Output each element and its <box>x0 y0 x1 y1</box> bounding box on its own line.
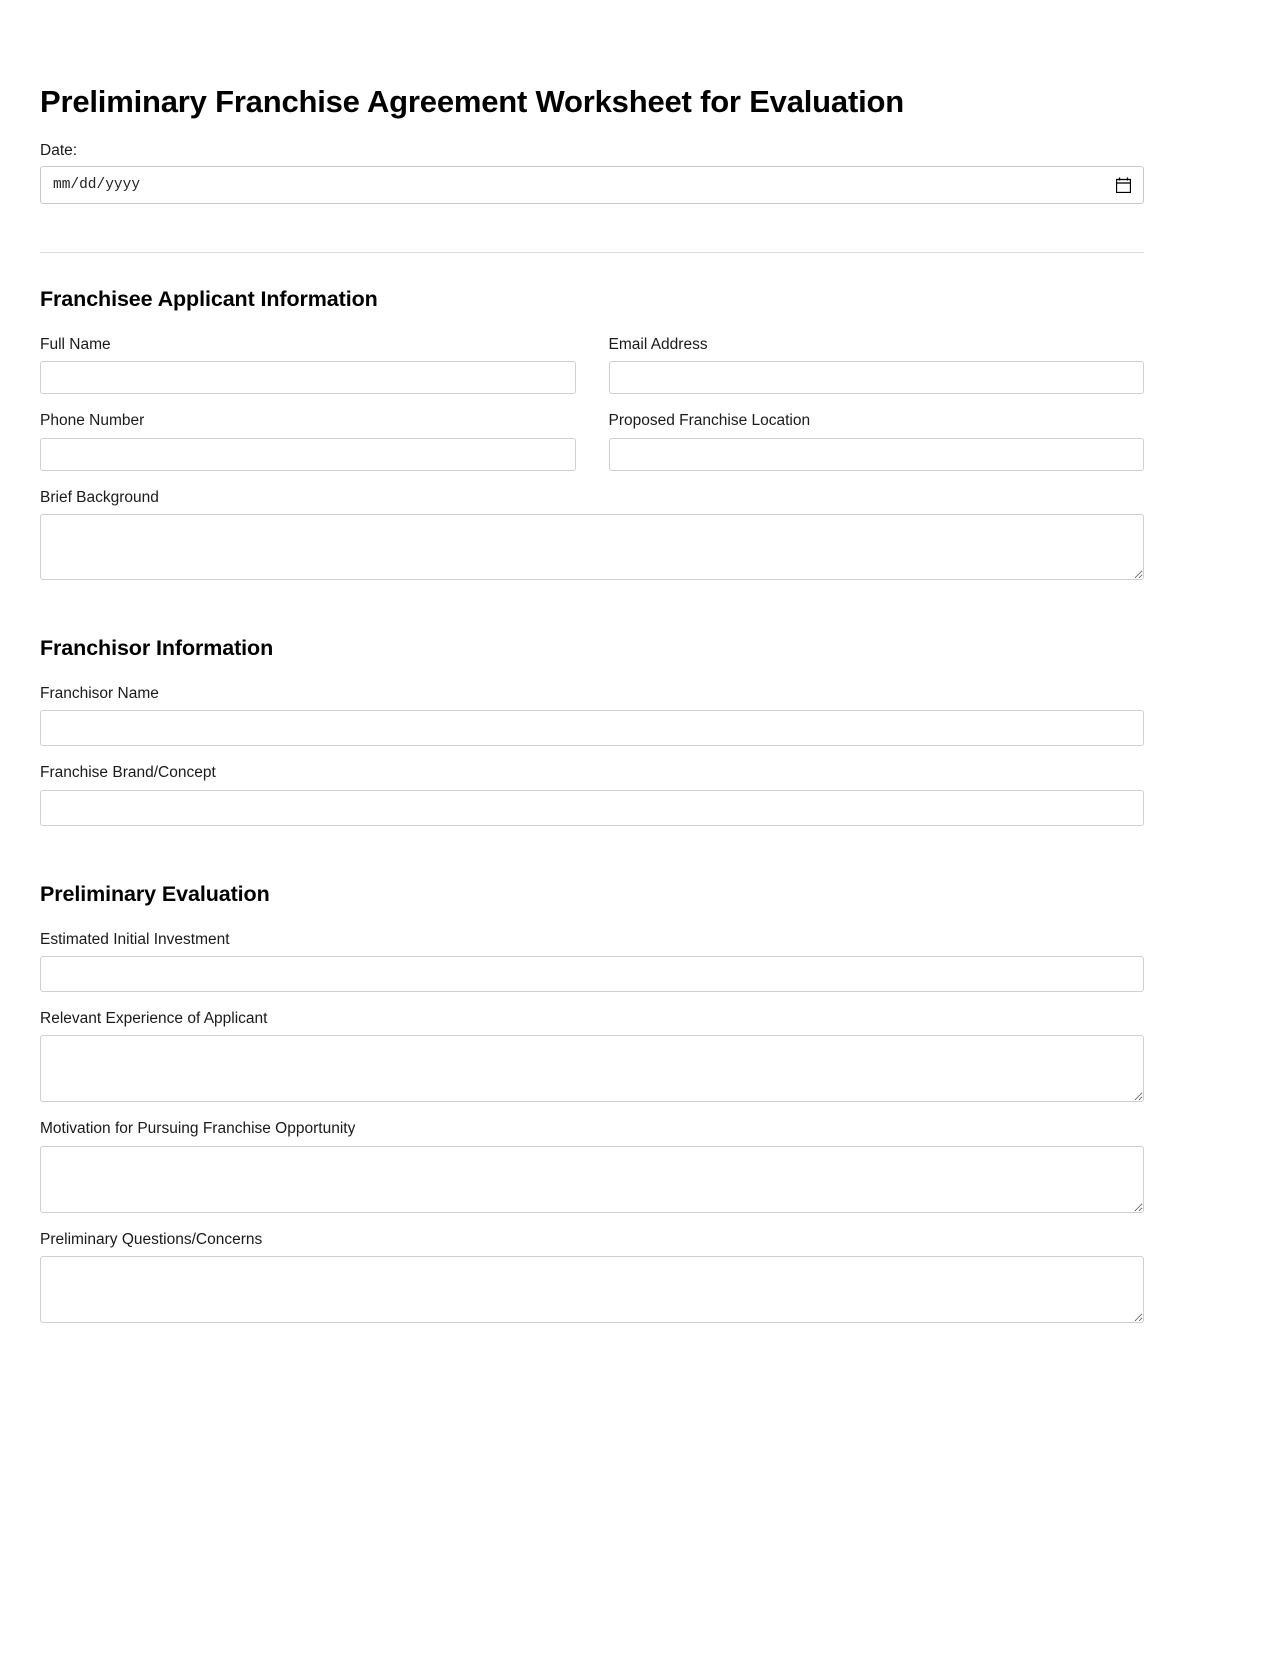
proposed-franchise-location-input[interactable] <box>609 438 1145 471</box>
field-label: Relevant Experience of Applicant <box>40 1009 268 1027</box>
field-label: Proposed Franchise Location <box>608 412 811 430</box>
field-label: Franchisor Name <box>40 684 159 702</box>
field-label: Preliminary Questions/Concerns <box>40 1230 263 1248</box>
field-label: Phone Number <box>40 412 145 430</box>
date-label: Date: <box>40 141 78 159</box>
field-franchise-brand-concept <box>40 763 1144 825</box>
field-franchisor-name <box>40 684 1144 746</box>
field-phone-number <box>40 411 576 470</box>
phone-number-input[interactable] <box>40 438 576 471</box>
field-label: Brief Background <box>40 488 159 506</box>
field-label: Estimated Initial Investment <box>40 930 230 948</box>
section-franchisor-information <box>40 636 1144 826</box>
calendar-icon[interactable] <box>1116 177 1131 193</box>
relevant-experience-textarea[interactable] <box>40 1035 1144 1102</box>
section-preliminary-evaluation <box>40 882 1144 1323</box>
field-relevant-experience <box>40 1009 1144 1102</box>
field-row <box>40 411 1144 487</box>
section-franchisee-applicant-information <box>40 287 1144 580</box>
email-field[interactable] <box>609 361 1145 394</box>
estimated-initial-investment-input[interactable] <box>40 956 1144 992</box>
page-title: Preliminary Franchise Agreement Worksheet for Evaluation <box>40 84 904 119</box>
field-full-name <box>40 335 576 394</box>
field-label: Full Name <box>40 336 111 354</box>
franchise-brand-concept-input[interactable] <box>40 790 1144 826</box>
date-placeholder-text: mm/dd/yyyy <box>53 177 141 194</box>
field-label: Email Address <box>608 336 708 354</box>
field-estimated-initial-investment <box>40 930 1144 992</box>
section-divider <box>40 252 1144 253</box>
field-label: Franchise Brand/Concept <box>40 764 216 782</box>
date-field-group <box>40 142 1144 205</box>
section-title: Preliminary Evaluation <box>40 881 270 906</box>
field-row <box>40 335 1144 411</box>
field-motivation <box>40 1119 1144 1212</box>
preliminary-questions-concerns-textarea[interactable] <box>40 1256 1144 1323</box>
field-label: Motivation for Pursuing Franchise Opportunity <box>40 1120 356 1138</box>
field-email-address <box>609 335 1145 394</box>
section-title: Franchisor Information <box>40 636 274 661</box>
motivation-textarea[interactable] <box>40 1146 1144 1213</box>
field-proposed-franchise-location <box>609 411 1145 470</box>
field-brief-background <box>40 488 1144 580</box>
brief-background-textarea[interactable] <box>40 514 1144 580</box>
field-preliminary-questions-concerns <box>40 1230 1144 1323</box>
date-input-wrapper <box>40 166 1144 204</box>
franchisor-name-input[interactable] <box>40 710 1144 746</box>
section-title: Franchisee Applicant Information <box>40 287 378 312</box>
date-input[interactable] <box>40 166 1144 204</box>
full-name-input[interactable] <box>40 361 576 394</box>
